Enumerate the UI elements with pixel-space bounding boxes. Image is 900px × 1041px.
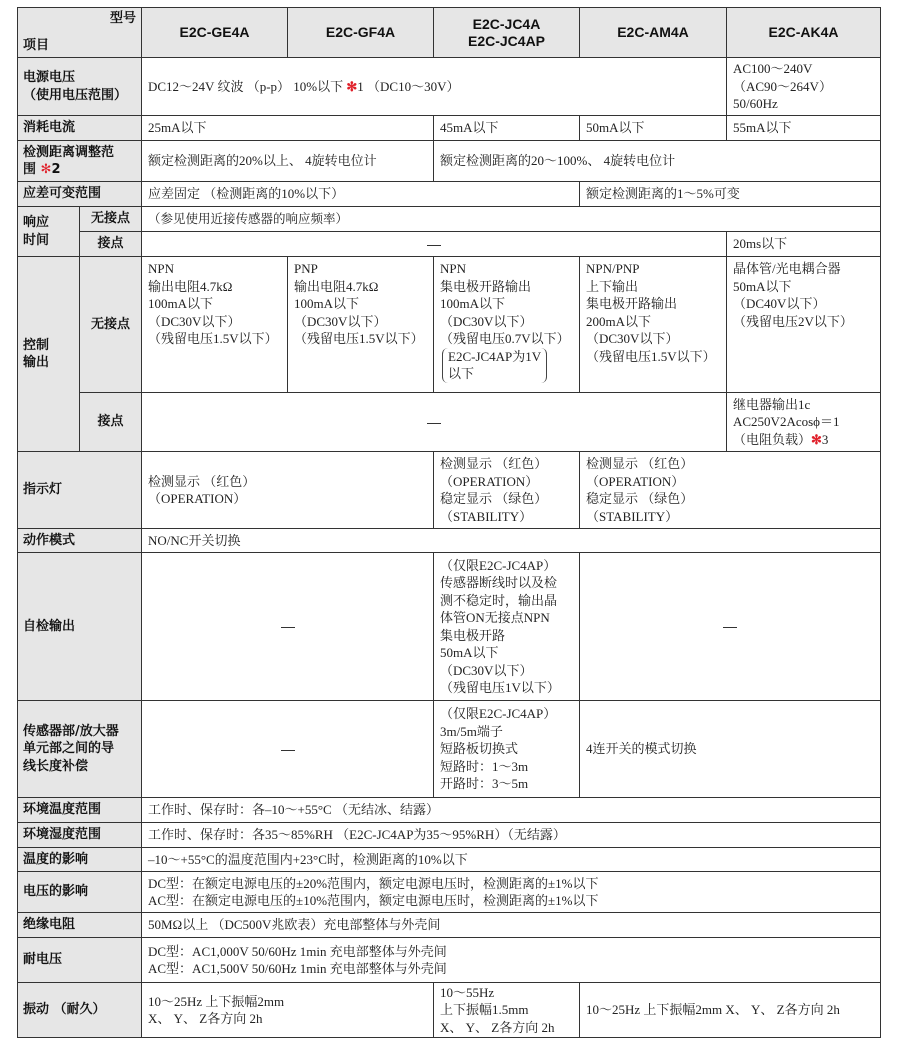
control-line: 输出电阻4.7kΩ — [294, 278, 379, 294]
current-ge-gf: 25mA以下 — [142, 116, 434, 141]
response-contact-none — [142, 232, 727, 257]
control-line: 50mA以下 — [733, 278, 792, 294]
withstand-ac: AC型：AC1,500V 50/60Hz 1min 充电部整体与外壳间 — [148, 961, 447, 976]
control-line: 100mA以下 — [440, 296, 506, 311]
power-ac-line: AC100～240V — [733, 61, 813, 77]
footnote-number: 3 — [821, 431, 829, 447]
vibration-line: X、 Y、 Z各方向 2h — [148, 1011, 263, 1026]
control-line: （DC30V以下） — [148, 313, 241, 329]
self-check-line: 体管ON无接点NPN — [440, 610, 550, 625]
indicator-line: 检测显示 （红色） — [440, 456, 548, 471]
ambient-temp-value: 工作时、保存时：各–10～+55°C （无结冰、结露） — [142, 798, 881, 823]
model-e2c-am4a: E2C-AM4A — [580, 8, 727, 58]
insulation-value: 50MΩ以上 （DC500V兆欧表）充电部整体与外壳间 — [142, 913, 881, 938]
vibration-line: 上下振幅1.5mm — [440, 1002, 529, 1018]
control-am4a — [580, 257, 727, 393]
self-check-jc4a — [434, 553, 580, 701]
label-lead-line: 线长度补偿 — [23, 758, 89, 774]
row-voltage-effect — [18, 872, 881, 913]
control-line: 上下输出 — [586, 278, 639, 294]
row-insulation — [18, 913, 881, 938]
label-current: 消耗电流 — [18, 116, 142, 141]
control-contact-none — [142, 393, 727, 452]
vibration-line: 10～25Hz 上下振幅2mm — [148, 993, 285, 1009]
row-lead-compensation — [18, 701, 881, 798]
control-line: （残留电压1.5V以下） — [294, 331, 424, 346]
footnote-star-icon: ✻ — [40, 162, 52, 177]
vibration-line: X、 Y、 Z各方向 2h — [440, 1019, 555, 1035]
power-dc-range: （DC10～30V） — [367, 78, 460, 94]
hysteresis-am-ak: 额定检测距离的1～5%可变 — [580, 182, 881, 207]
label-vibration: 振动 （耐久） — [18, 983, 142, 1038]
footnote-number: 2 — [51, 162, 61, 177]
model-e2c-jc4ap-name: E2C-JC4AP — [467, 32, 546, 49]
control-line: 晶体管/光电耦合器 — [733, 261, 841, 276]
power-dc-value — [142, 58, 727, 116]
label-voltage-effect: 电压的影响 — [18, 872, 142, 913]
control-line: （DC40V以下） — [733, 296, 826, 311]
label-ambient-humidity: 环境湿度范围 — [18, 823, 142, 848]
row-vibration — [18, 983, 881, 1038]
label-detect-range — [18, 141, 142, 182]
control-note-line: 以下 — [448, 366, 475, 381]
control-line: NPN — [440, 261, 467, 276]
row-current — [18, 116, 881, 141]
label-response-noncontact: 无接点 — [80, 207, 142, 232]
lead-ge-gf — [142, 701, 434, 798]
detect-range-ge-gf: 额定检测距离的20%以上、 4旋转电位计 — [142, 141, 434, 182]
control-note-line: E2C-JC4AP为1V — [448, 348, 542, 364]
model-e2c-jc4a-name: E2C-JC4A — [472, 15, 541, 32]
label-insulation: 绝缘电阻 — [18, 913, 142, 938]
row-ambient-humidity — [18, 823, 881, 848]
row-control-contact — [18, 393, 881, 452]
row-self-check — [18, 553, 881, 701]
indicator-line: （STABILITY） — [440, 508, 533, 524]
header-corner — [18, 8, 142, 58]
lead-am-ak: 4连开关的模式切换 — [580, 701, 881, 798]
control-jc4a — [434, 257, 580, 393]
label-mode: 动作模式 — [18, 529, 142, 553]
control-contact-ak4a — [727, 393, 881, 452]
row-response-noncontact — [18, 207, 881, 232]
label-lead-line: 传感器部/放大器 — [23, 723, 119, 739]
current-ak4a: 55mA以下 — [727, 116, 881, 141]
indicator-line: （OPERATION） — [148, 491, 247, 506]
indicator-line: （OPERATION） — [440, 473, 539, 489]
label-power-supply — [18, 58, 142, 116]
self-check-line: 测不稳定时，输出晶 — [440, 592, 558, 608]
header-row — [18, 8, 881, 58]
label-control-output — [18, 257, 80, 452]
voltage-effect-dc: DC型：在额定电源电压的±20%范围内，额定电源电压时，检测距离的±1%以下 — [148, 875, 599, 891]
indicator-am-ak — [580, 452, 881, 529]
control-line: 100mA以下 — [148, 296, 214, 311]
withstand-dc: DC型：AC1,000V 50/60Hz 1min 充电部整体与外壳间 — [148, 943, 447, 959]
label-control-line2: 输出 — [23, 355, 50, 370]
indicator-line: 稳定显示 （绿色） — [440, 491, 548, 506]
self-check-line: （仅限E2C-JC4AP） — [440, 557, 557, 573]
label-power-supply-line1: 电源电压 — [23, 70, 76, 85]
model-label: 型号 — [109, 10, 136, 26]
lead-jc4a — [434, 701, 580, 798]
control-line: 集电极开路输出 — [440, 278, 532, 294]
control-line: PNP — [294, 261, 318, 276]
label-response-line1: 响应 — [23, 215, 50, 230]
label-lead-line: 单元部之间的导 — [23, 741, 115, 757]
spec-table — [17, 7, 881, 1038]
dash-icon — [281, 750, 295, 751]
label-control-line1: 控制 — [23, 337, 50, 353]
label-ambient-temp: 环境温度范围 — [18, 798, 142, 823]
control-gf4a — [288, 257, 434, 393]
indicator-line: 检测显示 （红色） — [586, 456, 694, 471]
label-detect-range-line1: 检测距离调整范 — [23, 144, 115, 160]
indicator-line: （STABILITY） — [586, 508, 679, 524]
lead-line: 短路时：1～3m — [440, 758, 529, 774]
row-withstand — [18, 938, 881, 983]
footnote-number: 1 — [357, 78, 364, 94]
detect-range-jc-am-ak: 额定检测距离的20～100%、 4旋转电位计 — [434, 141, 881, 182]
lead-line: 开路时：3～5m — [440, 776, 529, 792]
label-power-supply-line2: （使用电压范围） — [23, 87, 128, 103]
power-ac-line: （AC90～264V） — [733, 78, 832, 94]
response-contact-ak4a: 20ms以下 — [727, 232, 881, 257]
label-hysteresis: 应差可变范围 — [18, 182, 142, 207]
label-control-noncontact: 无接点 — [80, 257, 142, 393]
hysteresis-ge-gf-jc: 应差固定 （检测距离的10%以下） — [142, 182, 580, 207]
self-check-line: 传感器断线时以及检 — [440, 575, 558, 590]
mode-value: NO/NC开关切换 — [142, 529, 881, 553]
control-line: NPN/PNP — [586, 261, 640, 276]
row-ambient-temp — [18, 798, 881, 823]
control-line: NPN — [148, 261, 175, 276]
self-check-line: （残留电压1V以下） — [440, 680, 560, 695]
ambient-humidity-value: 工作时、保存时：各35～85%RH （E2C-JC4AP为35～95%RH）（无结露） — [142, 823, 881, 848]
current-am4a: 50mA以下 — [580, 116, 727, 141]
vibration-jc4a — [434, 983, 580, 1038]
control-jc4a-note — [442, 348, 547, 383]
dash-icon — [427, 245, 441, 246]
label-lead-compensation — [18, 701, 142, 798]
self-check-line: （DC30V以下） — [440, 662, 533, 678]
item-label: 项目 — [23, 38, 50, 53]
row-hysteresis — [18, 182, 881, 207]
lead-line: 短路板切换式 — [440, 741, 519, 757]
control-ak4a — [727, 257, 881, 393]
label-response-time — [18, 207, 80, 257]
current-jc4a: 45mA以下 — [434, 116, 580, 141]
control-ge4a — [142, 257, 288, 393]
control-line: 100mA以下 — [294, 296, 360, 311]
voltage-effect-ac: AC型：在额定电源电压的±10%范围内，额定电源电压时，检测距离的±1%以下 — [148, 893, 599, 908]
row-mode — [18, 529, 881, 553]
withstand-value — [142, 938, 881, 983]
dash-icon — [281, 627, 295, 628]
self-check-line: 集电极开路 — [440, 627, 506, 643]
voltage-effect-value — [142, 872, 881, 913]
indicator-line: 检测显示 （红色） — [148, 473, 256, 489]
dash-icon — [723, 627, 737, 628]
control-line: （残留电压0.7V以下） — [440, 331, 570, 346]
model-e2c-jc4a — [434, 8, 580, 58]
model-e2c-ak4a: E2C-AK4A — [727, 8, 881, 58]
row-power-supply — [18, 58, 881, 116]
control-line: 输出电阻4.7kΩ — [148, 278, 233, 294]
model-e2c-ge4a: E2C-GE4A — [142, 8, 288, 58]
control-line: （残留电压1.5V以下） — [148, 331, 278, 346]
power-ac-line: 50/60Hz — [733, 96, 778, 112]
label-detect-range-line2: 围 — [23, 162, 37, 177]
control-line: （残留电压1.5V以下） — [586, 348, 716, 364]
label-response-contact: 接点 — [80, 232, 142, 257]
power-dc-text: DC12～24V 纹波 （p-p） 10%以下 — [148, 78, 344, 94]
self-check-ge-gf — [142, 553, 434, 701]
indicator-line: （OPERATION） — [586, 473, 685, 489]
indicator-jc4a — [434, 452, 580, 529]
self-check-am-ak — [580, 553, 881, 701]
label-control-contact: 接点 — [80, 393, 142, 452]
indicator-ge-gf — [142, 452, 434, 529]
self-check-line: 50mA以下 — [440, 645, 499, 660]
lead-line: 3m/5m端子 — [440, 723, 503, 739]
power-ac-value — [727, 58, 881, 116]
label-self-check: 自检输出 — [18, 553, 142, 701]
label-temp-effect: 温度的影响 — [18, 848, 142, 872]
control-line: （DC30V以下） — [294, 313, 387, 329]
label-indicator: 指示灯 — [18, 452, 142, 529]
control-line: （DC30V以下） — [440, 313, 533, 329]
vibration-am-ak: 10～25Hz 上下振幅2mm X、 Y、 Z各方向 2h — [580, 983, 881, 1038]
temp-effect-value: –10～+55°C的温度范围内+23°C时，检测距离的10%以下 — [142, 848, 881, 872]
control-line: 200mA以下 — [586, 313, 652, 329]
indicator-line: 稳定显示 （绿色） — [586, 491, 694, 506]
label-response-line2: 时间 — [23, 232, 50, 248]
control-line: （DC30V以下） — [586, 331, 679, 346]
control-contact-line: （电阻负载） — [733, 431, 812, 447]
dash-icon — [427, 423, 441, 424]
control-contact-line: AC250V2Acosϕ＝1 — [733, 414, 840, 430]
control-contact-line: 继电器输出1c — [733, 396, 811, 412]
row-response-contact — [18, 232, 881, 257]
lead-line: （仅限E2C-JC4AP） — [440, 706, 557, 722]
row-indicator — [18, 452, 881, 529]
model-e2c-gf4a: E2C-GF4A — [288, 8, 434, 58]
vibration-ge-gf — [142, 983, 434, 1038]
vibration-line: 10～55Hz — [440, 984, 495, 1000]
footnote-star-icon: ✻ — [811, 431, 822, 447]
control-line: 集电极开路输出 — [586, 296, 678, 311]
row-control-noncontact — [18, 257, 881, 393]
footnote-star-icon: ✻ — [346, 78, 358, 94]
label-withstand: 耐电压 — [18, 938, 142, 983]
row-detect-range — [18, 141, 881, 182]
response-noncontact-value: （参见使用近接传感器的响应频率） — [142, 207, 881, 232]
row-temp-effect — [18, 848, 881, 872]
control-line: （残留电压2V以下） — [733, 313, 853, 329]
